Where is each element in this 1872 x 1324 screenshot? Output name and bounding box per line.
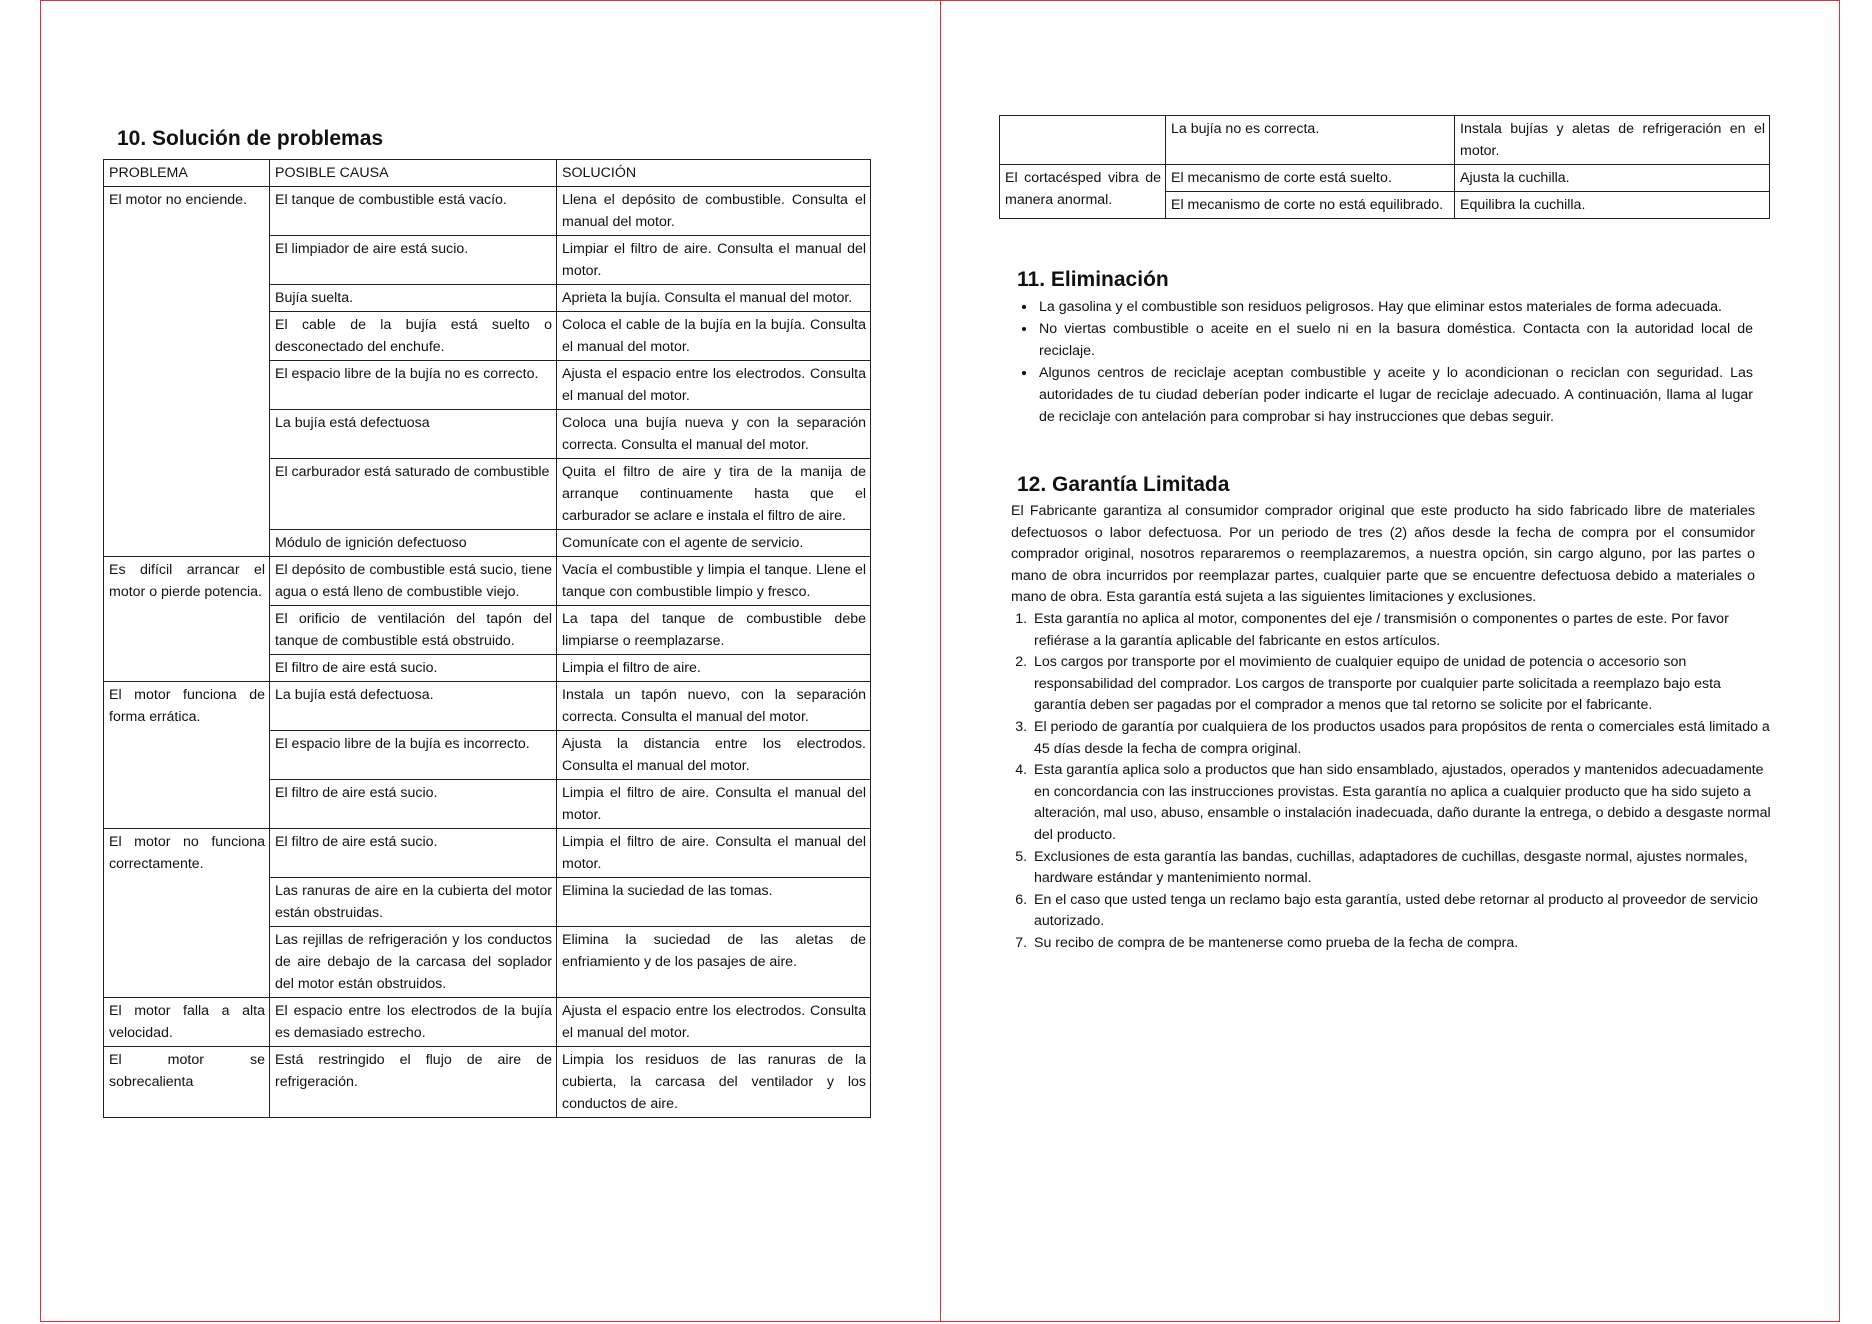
cell-cause: El filtro de aire está sucio.: [270, 829, 557, 878]
header-solution: SOLUCIÓN: [557, 160, 871, 187]
cell-cause: El orificio de ventilación del tapón del tanque de combustible está obstruido.: [270, 606, 557, 655]
table-row: [104, 1047, 871, 1118]
left-page: [40, 0, 942, 1322]
table-row: [104, 187, 871, 236]
cell-problem: [1000, 116, 1166, 165]
cell-solution: Ajusta la distancia entre los electrodos. Consulta el manual del motor.: [557, 731, 871, 780]
warranty-item: 7. Su recibo de compra de be mantenerse como prueba de la fecha de compra.: [1031, 933, 1775, 955]
cell-problem: El cortacésped vibra de manera anormal.: [1000, 165, 1166, 219]
cell-solution: Instala bujías y aletas de refrigeración en el motor.: [1455, 116, 1770, 165]
cell-problem: Es difícil arrancar el motor o pierde potencia.: [104, 557, 270, 682]
cell-solution: Coloca el cable de la bujía en la bujía. Consulta el manual del motor.: [557, 312, 871, 361]
section-title-warranty: 12. Garantía Limitada: [1017, 473, 1230, 496]
cell-cause: El mecanismo de corte está suelto.: [1166, 165, 1455, 192]
cell-cause: El espacio libre de la bujía es incorrecto.: [270, 731, 557, 780]
disposal-bullet: • La gasolina y el combustible son residuos peligrosos. Hay que eliminar estos materiales de forma adecuada.: [1037, 297, 1753, 319]
cell-cause: El espacio libre de la bujía no es correcto.: [270, 361, 557, 410]
warranty-item: 6. En el caso que usted tenga un reclamo bajo esta garantía, usted debe retornar al producto al proveedor de servicio autorizado.: [1031, 890, 1775, 933]
table-row: [104, 998, 871, 1047]
cell-solution: Vacía el combustible y limpia el tanque. Llene el tanque con combustible limpio y fresco.: [557, 557, 871, 606]
cell-solution: Quita el filtro de aire y tira de la manija de arranque continuamente hasta que el carburador se aclare e instala el filtro de aire.: [557, 459, 871, 530]
cell-solution: Limpia los residuos de las ranuras de la cubierta, la carcasa del ventilador y los conductos de aire.: [557, 1047, 871, 1118]
cell-solution: Coloca una bujía nueva y con la separación correcta. Consulta el manual del motor.: [557, 410, 871, 459]
cell-problem: El motor no funciona correctamente.: [104, 829, 270, 998]
troubleshooting-table-continued: [999, 115, 1770, 219]
cell-cause: El filtro de aire está sucio.: [270, 655, 557, 682]
cell-problem: El motor no enciende.: [104, 187, 270, 557]
disposal-bullet: • No viertas combustible o aceite en el suelo ni en la basura doméstica. Contacta con la autoridad local de reciclaje.: [1037, 319, 1753, 362]
cell-cause: Bujía suelta.: [270, 285, 557, 312]
warranty-item: 5. Exclusiones de esta garantía las bandas, cuchillas, adaptadores de cuchillas, desgaste normal, ajustes normales, hardware estándar y mantenimiento normal.: [1031, 847, 1775, 890]
cell-solution: Aprieta la bujía. Consulta el manual del motor.: [557, 285, 871, 312]
warranty-item: 2. Los cargos por transporte por el movimiento de cualquier equipo de unidad de potencia o accesorio son responsabilidad del comprador. Los cargos de transporte por cualquier parte solicitada a reemplazo bajo esta garantía deben ser pagadas por el comprador a menos que tal retorno se solicite por el fabricante.: [1031, 652, 1775, 717]
cell-solution: Limpia el filtro de aire. Consulta el manual del motor.: [557, 780, 871, 829]
cell-solution: La tapa del tanque de combustible debe limpiarse o reemplazarse.: [557, 606, 871, 655]
table-row: [104, 682, 871, 731]
cell-solution: Elimina la suciedad de las aletas de enfriamiento y de los pasajes de aire.: [557, 927, 871, 998]
cell-solution: Llena el depósito de combustible. Consulta el manual del motor.: [557, 187, 871, 236]
table-row: [104, 829, 871, 878]
cell-cause: Está restringido el flujo de aire de refrigeración.: [270, 1047, 557, 1118]
header-cause: POSIBLE CAUSA: [270, 160, 557, 187]
cell-cause: El cable de la bujía está suelto o desconectado del enchufe.: [270, 312, 557, 361]
cell-solution: Ajusta la cuchilla.: [1455, 165, 1770, 192]
header-problem: PROBLEMA: [104, 160, 270, 187]
cell-solution: Equilibra la cuchilla.: [1455, 192, 1770, 219]
cell-solution: Limpia el filtro de aire. Consulta el manual del motor.: [557, 829, 871, 878]
section-title-troubleshooting: 10. Solución de problemas: [117, 127, 384, 150]
cell-solution: Elimina la suciedad de las tomas.: [557, 878, 871, 927]
warranty-list: [1011, 609, 1775, 955]
cell-cause: La bujía está defectuosa: [270, 410, 557, 459]
cell-cause: El mecanismo de corte no está equilibrado.: [1166, 192, 1455, 219]
section-title-disposal: 11. Eliminación: [1017, 268, 1169, 291]
cell-solution: Comunícate con el agente de servicio.: [557, 530, 871, 557]
cell-cause: Las ranuras de aire en la cubierta del motor están obstruidas.: [270, 878, 557, 927]
right-page: [940, 0, 1840, 1322]
cell-cause: El carburador está saturado de combustible: [270, 459, 557, 530]
cell-cause: La bujía no es correcta.: [1166, 116, 1455, 165]
cell-cause: El espacio entre los electrodos de la bujía es demasiado estrecho.: [270, 998, 557, 1047]
table-row: [1000, 165, 1770, 192]
warranty-item: 1. Esta garantía no aplica al motor, componentes del eje / transmisión o componentes o partes de este. Por favor refiérase a la garantía aplicable del fabricante en estos artículos.: [1031, 609, 1775, 652]
disposal-bullet: • Algunos centros de reciclaje aceptan combustible y aceite y lo acondicionan o reciclan con seguridad. Las autoridades de tu ciudad deberían poder indicarte el lugar de reciclaje adecuado. A continuación, llama al lugar de reciclaje con antelación para comprobar si hay instrucciones que debas seguir.: [1037, 363, 1753, 428]
cell-solution: Ajusta el espacio entre los electrodos. Consulta el manual del motor.: [557, 998, 871, 1047]
troubleshooting-table: [103, 159, 871, 1118]
cell-solution: Limpiar el filtro de aire. Consulta el manual del motor.: [557, 236, 871, 285]
warranty-item: 3. El periodo de garantía por cualquiera de los productos usados para propósitos de renta o comerciales está limitado a 45 días desde la fecha de compra original.: [1031, 717, 1775, 760]
cell-cause: La bujía está defectuosa.: [270, 682, 557, 731]
table-row: [104, 557, 871, 606]
table-header-row: [104, 160, 871, 187]
table-row: [1000, 116, 1770, 165]
cell-cause: Módulo de ignición defectuoso: [270, 530, 557, 557]
cell-cause: Las rejillas de refrigeración y los conductos de aire debajo de la carcasa del soplador del motor están obstruidos.: [270, 927, 557, 998]
cell-problem: El motor falla a alta velocidad.: [104, 998, 270, 1047]
cell-cause: El depósito de combustible está sucio, tiene agua o está lleno de combustible viejo.: [270, 557, 557, 606]
cell-problem: El motor se sobrecalienta: [104, 1047, 270, 1118]
warranty-item: 4. Esta garantía aplica solo a productos que han sido ensamblado, ajustados, operados y mantenidos adecuadamente en concordancia con las instrucciones provistas. Esta garantía no aplica a cualquier producto que ha sido sujeto a alteración, mal uso, abuso, ensamble o instalación inadecuada, daño durante la entrega, o debido a desgaste normal del producto.: [1031, 760, 1775, 846]
cell-cause: El limpiador de aire está sucio.: [270, 236, 557, 285]
disposal-list: [1011, 297, 1753, 429]
cell-solution: Instala un tapón nuevo, con la separación correcta. Consulta el manual del motor.: [557, 682, 871, 731]
cell-solution: Limpia el filtro de aire.: [557, 655, 871, 682]
warranty-intro: El Fabricante garantiza al consumidor comprador original que este producto ha sido fabricado libre de materiales defectuosos o labor defectuosa. Por un periodo de tres (2) años desde la fecha de compra por el consumidor comprador original, nosotros repararemos o reemplazaremos, a nuestra opción, sin cargo alguno, por las partes o mano de obra incurridos por reemplazar partes, cualquier parte que se encuentre defectuosa debido a materiales o mano de obra. Esta garantía está sujeta a las siguientes limitaciones y exclusiones.: [1011, 503, 1755, 606]
cell-cause: El tanque de combustible está vacío.: [270, 187, 557, 236]
cell-cause: El filtro de aire está sucio.: [270, 780, 557, 829]
cell-solution: Ajusta el espacio entre los electrodos. Consulta el manual del motor.: [557, 361, 871, 410]
cell-problem: El motor funciona de forma errática.: [104, 682, 270, 829]
